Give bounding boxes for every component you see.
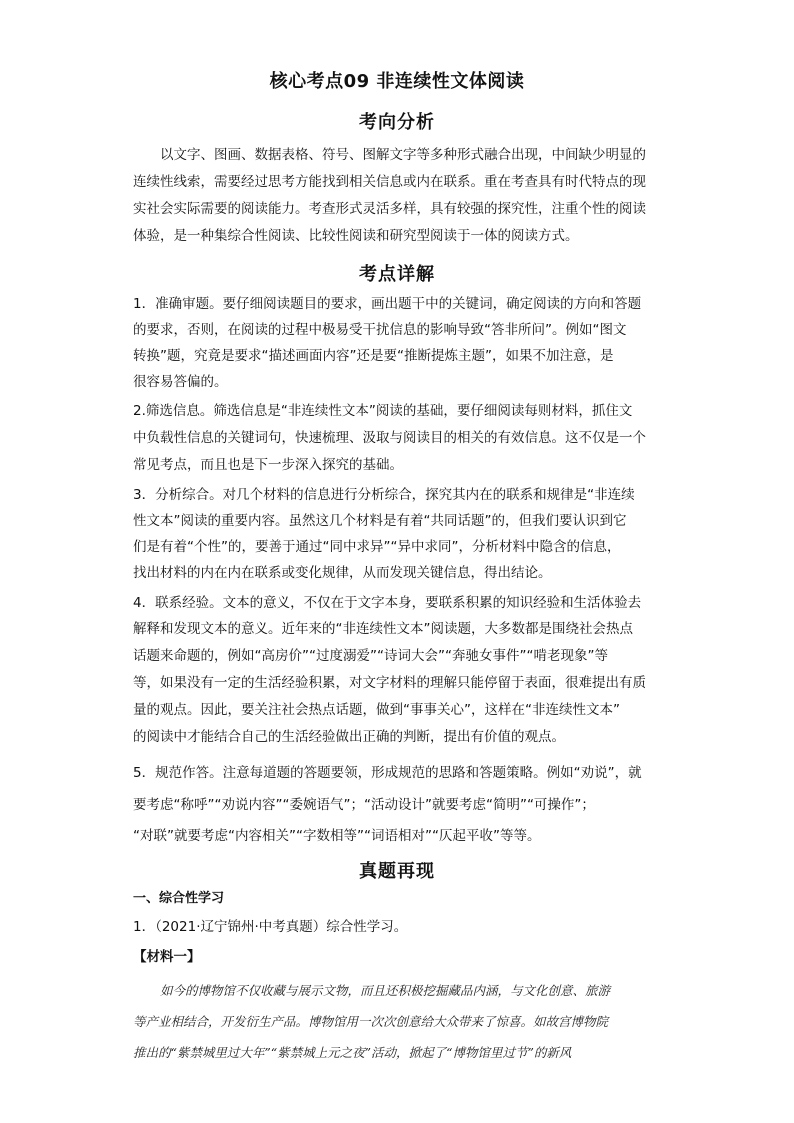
points-line: 们是有着“个性”的，要善于通过“同中求异”“异中求同”，分析材料中隐含的信息， [133, 539, 621, 555]
points-line: 话题来命题的，例如“高房价”“过度溺爱”“诗词大会”“奔驰女事件”“啃老现象”等 [133, 648, 608, 664]
points-line: 的要求，否则，在阅读的过程中极易受干扰信息的影响导致“答非所问”。例如“图文 [133, 322, 627, 338]
points-line: 常见考点，而且也是下一步深入探究的基础。 [133, 457, 403, 473]
points-line: 解释和发现文本的意义。近年来的“非连续性文本”阅读题，大多数都是围绕社会热点 [133, 621, 633, 637]
analysis-line: 以文字、图画、数据表格、符号、图解文字等多种形式融合出现，中间缺少明显的 [160, 147, 646, 163]
points-line: 3．分析综合。对几个材料的信息进行分析综合，探究其内在的联系和规律是“非连续 [133, 487, 635, 503]
real-heading: 真题再现 [359, 861, 435, 882]
points-line: 4．联系经验。文本的意义，不仅在于文字本身，要联系积累的知识经验和生活体验去 [133, 595, 642, 611]
points-line: 找出材料的内在内在联系或变化规律，从而发现关键信息，得出结论。 [133, 565, 552, 581]
points-line: 等，如果没有一定的生活经验积累，对文字材料的理解只能停留于表面，很难提出有质 [133, 675, 646, 691]
points-line: 1．准确审题。要仔细阅读题目的要求，画出题干中的关键词，确定阅读的方向和答题 [133, 296, 642, 312]
real-subheading: 一、综合性学习 [133, 891, 225, 906]
points-line: 2.筛选信息。筛选信息是“非连续性文本”阅读的基础，要仔细阅读每则材料，抓住文 [133, 403, 633, 419]
points-line: 5．规范作答。注意每道题的答题要领，形成规范的思路和答题策略。例如“劝说”，就 [133, 765, 642, 781]
page-title: 核心考点09 非连续性文体阅读 [269, 71, 525, 92]
analysis-line: 连续性线索，需要经过思考方能找到相关信息或内在联系。重在考查具有时代特点的现 [133, 174, 646, 190]
material-label: 【材料一】 [133, 949, 201, 965]
points-line: “对联”就要考虑“内容相关”“字数相等”“词语相对”“仄起平收”等等。 [133, 828, 541, 844]
points-line: 中负载性信息的关键词句，快速梳理、汲取与阅读目的相关的有效信息。这不仅是一个 [133, 430, 646, 446]
points-line: 要考虑“称呼”“劝说内容”“委婉语气”；“活动设计”就要考虑“简明”“可操作”； [133, 797, 595, 813]
points-heading: 考点详解 [359, 264, 435, 285]
analysis-heading: 考向分析 [359, 112, 435, 133]
analysis-line: 实社会实际需要的阅读能力。考查形式灵活多样，具有较强的探究性，注重个性的阅读 [133, 201, 646, 217]
question-line: 1．（2021·辽宁锦州·中考真题）综合性学习。 [133, 919, 408, 935]
material-line: 如今的博物馆不仅收藏与展示文物，而且还积极挖掘藏品内涵，与文化创意、旅游 [160, 983, 611, 998]
points-line: 很容易答偏的。 [133, 374, 228, 390]
points-line: 转换”题，究竟是要求“描述画面内容”还是要“推断提炼主题”，如果不加注意，是 [133, 348, 614, 364]
points-line: 量的观点。因此，要关注社会热点话题，做到“事事关心”，这样在“非连续性文本” [133, 702, 620, 718]
analysis-line: 体验，是一种集综合性阅读、比较性阅读和研究型阅读于一体的阅读方式。 [133, 228, 579, 244]
material-line: 推出的“紫禁城里过大年”“紫禁城上元之夜”活动，掀起了“博物馆里过节”的新风 [133, 1045, 572, 1060]
material-line: 等产业相结合，开发衍生产品。博物馆用一次次创意给大众带来了惊喜。如故宫博物院 [133, 1014, 609, 1029]
points-line: 的阅读中才能结合自己的生活经验做出正确的判断，提出有价值的观点。 [133, 729, 565, 745]
points-line: 性文本”阅读的重要内容。虽然这几个材料是有着“共同话题”的，但我们要认识到它 [133, 513, 627, 529]
